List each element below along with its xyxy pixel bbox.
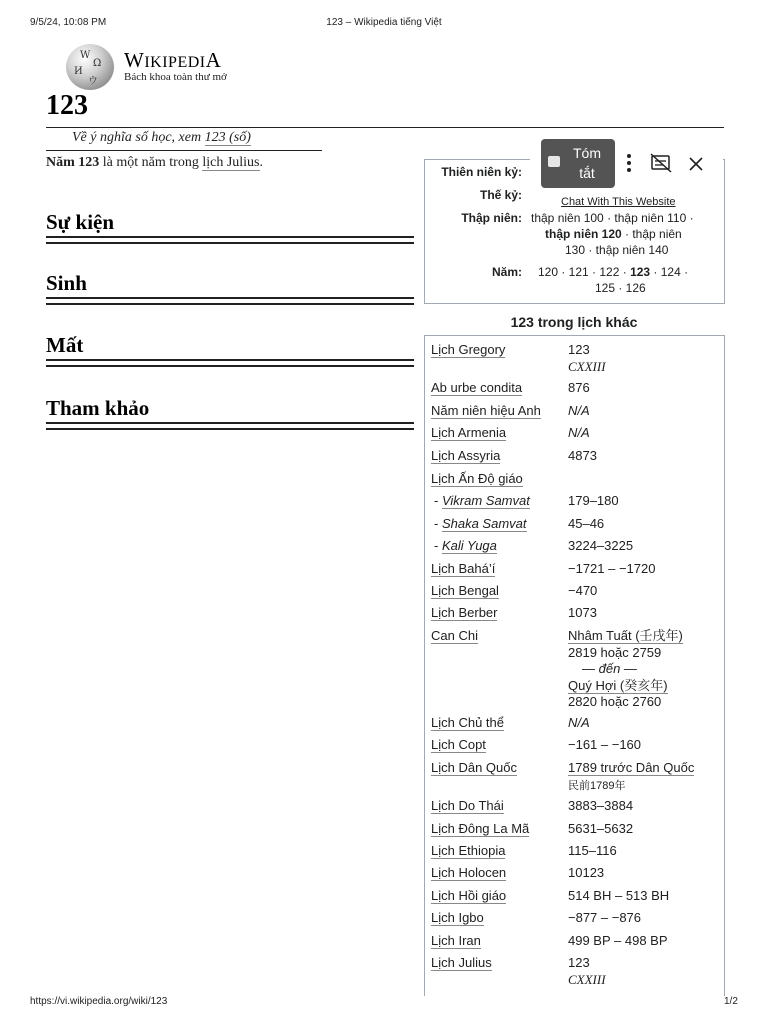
- wikipedia-tagline: Bách khoa toàn thư mở: [124, 71, 227, 83]
- calendar-row-value: 179–180: [568, 493, 619, 508]
- section-divider: [46, 359, 414, 361]
- calendar-row-label[interactable]: Năm niên hiệu Anh: [431, 403, 541, 418]
- calendar-row-value: N/A: [568, 715, 590, 730]
- lead-paragraph: Năm 123 là một năm trong lịch Julius.: [46, 155, 263, 170]
- calendar-row-value: −161 – −160: [568, 737, 642, 752]
- calendar-row-value: 499 BP – 498 BP: [568, 933, 668, 948]
- section-divider: [46, 428, 414, 430]
- section-divider: [46, 422, 414, 424]
- print-page-title: 123 – Wikipedia tiếng Việt: [326, 17, 442, 28]
- print-datetime: 9/5/24, 10:08 PM: [30, 17, 107, 28]
- section-divider: [46, 365, 414, 367]
- calendar-row-value: 3883–3884: [568, 798, 634, 813]
- calendar-row-label[interactable]: Lịch Holocen: [431, 865, 507, 880]
- calendar-row-value: 876: [568, 380, 590, 395]
- hatnote-divider: [46, 150, 322, 151]
- hide-panel-icon[interactable]: [650, 153, 672, 173]
- calendar-row-label[interactable]: Lịch Julius: [431, 955, 492, 970]
- hatnote-link[interactable]: 123 (số): [204, 130, 251, 145]
- section-divider: [46, 242, 414, 244]
- print-page-number: 1/2: [724, 996, 738, 1007]
- calendar-row-label[interactable]: Lịch Ấn Độ giáo: [431, 471, 523, 486]
- section-heading-events: Sự kiện: [46, 210, 115, 234]
- calendar-row-label[interactable]: Lịch Đông La Mã: [431, 821, 530, 836]
- calendar-row-value: N/A: [568, 403, 590, 418]
- wikipedia-globe-logo[interactable]: W Ω И ウ: [66, 44, 114, 90]
- calendar-row-value: 5631–5632: [568, 821, 634, 836]
- section-divider: [46, 297, 414, 299]
- calendar-row-value: N/A: [568, 425, 590, 440]
- calendar-row-value: 45–46: [568, 516, 605, 531]
- calendar-row-label[interactable]: Lịch Gregory: [431, 342, 506, 357]
- close-icon[interactable]: [687, 155, 705, 173]
- chat-with-website-link[interactable]: Chat With This Website: [561, 196, 676, 208]
- year-label: Năm:: [491, 265, 522, 279]
- calendar-row-label[interactable]: Lịch Do Thái: [431, 798, 504, 813]
- calendar-table-title: 123 trong lịch khác: [510, 314, 638, 330]
- calendar-row-label[interactable]: - Kali Yuga: [434, 538, 497, 553]
- title-divider: [46, 127, 724, 128]
- calendar-row-label[interactable]: Lịch Assyria: [431, 448, 501, 463]
- summarize-label: Tóm tắt: [573, 145, 601, 181]
- print-url: https://vi.wikipedia.org/wiki/123: [30, 996, 168, 1007]
- calendar-row-label[interactable]: Can Chi: [431, 628, 478, 643]
- section-heading-deaths: Mất: [46, 333, 84, 357]
- calendar-row-label[interactable]: Lịch Chủ thể: [431, 715, 504, 730]
- year-links-row2[interactable]: 125 · 126: [595, 281, 646, 295]
- section-divider: [46, 303, 414, 305]
- calendar-row-label[interactable]: Lịch Bengal: [431, 583, 499, 598]
- more-options-icon[interactable]: [623, 150, 635, 176]
- calendar-row-value: 123 CXXIII: [568, 342, 606, 374]
- calendar-row-value: 3224–3225: [568, 538, 634, 553]
- calendar-row-value: 10123: [568, 865, 605, 880]
- year-links-row1[interactable]: 120 · 121 · 122 · 123 · 124 ·: [538, 265, 689, 279]
- decade-links-row3[interactable]: 130 · thập niên 140: [565, 243, 669, 257]
- chat-app-icon: [548, 156, 560, 167]
- section-heading-births: Sinh: [46, 271, 87, 295]
- calendar-row-label[interactable]: Lịch Armenia: [431, 425, 507, 440]
- calendar-row-label[interactable]: Lịch Copt: [431, 737, 486, 752]
- calendar-row-label[interactable]: Lịch Berber: [431, 605, 498, 620]
- page-title: 123: [46, 90, 88, 121]
- hatnote: Về ý nghĩa số học, xem 123 (số): [72, 130, 251, 145]
- calendar-row-label[interactable]: Ab urbe condita: [431, 380, 523, 395]
- section-divider: [46, 236, 414, 238]
- calendar-row-value: 1789 trước Dân Quốc 民前1789年: [568, 760, 695, 792]
- calendar-row-value: −1721 – −1720: [568, 561, 656, 576]
- decade-links-row2[interactable]: thập niên 120 · thập niên: [545, 227, 682, 241]
- calendar-row-label[interactable]: Lịch Igbo: [431, 910, 484, 925]
- decade-links-row1[interactable]: thập niên 100 · thập niên 110 ·: [531, 211, 694, 225]
- calendar-row-label[interactable]: Lịch Bahá’í: [431, 561, 496, 576]
- calendar-row-value: 1073: [568, 605, 597, 620]
- calendar-row-value: 123 CXXIII: [568, 955, 606, 987]
- millennium-label: Thiên niên kỷ:: [441, 165, 522, 179]
- century-label: Thế kỷ:: [479, 188, 522, 202]
- wikipedia-wordmark[interactable]: WIKIPEDIA: [124, 48, 222, 72]
- calendar-row-value: 514 BH – 513 BH: [568, 888, 670, 903]
- calendar-row-label[interactable]: - Vikram Samvat: [434, 493, 530, 508]
- summarize-button[interactable]: [541, 139, 615, 188]
- calendar-row-value: Nhâm Tuất (壬戌年) 2819 hoặc 2759 — đến — Quý Hợi (癸亥年) 2820 hoặc 2760: [568, 628, 683, 709]
- calendar-row-value: 115–116: [568, 843, 617, 858]
- calendar-row-label[interactable]: Lịch Iran: [431, 933, 481, 948]
- calendar-row-value: 4873: [568, 448, 597, 463]
- julian-calendar-link[interactable]: lịch Julius: [202, 155, 260, 170]
- decade-label: Thập niên:: [461, 211, 522, 225]
- calendar-row-label[interactable]: Lịch Dân Quốc: [431, 760, 517, 775]
- calendar-row-value: −877 – −876: [568, 910, 642, 925]
- calendar-row-label[interactable]: Lịch Ethiopia: [431, 843, 506, 858]
- calendar-row-value: −470: [568, 583, 598, 598]
- section-heading-references: Tham khảo: [46, 396, 150, 420]
- calendar-row-label[interactable]: Lịch Hồi giáo: [431, 888, 507, 903]
- calendar-row-label[interactable]: - Shaka Samvat: [434, 516, 527, 531]
